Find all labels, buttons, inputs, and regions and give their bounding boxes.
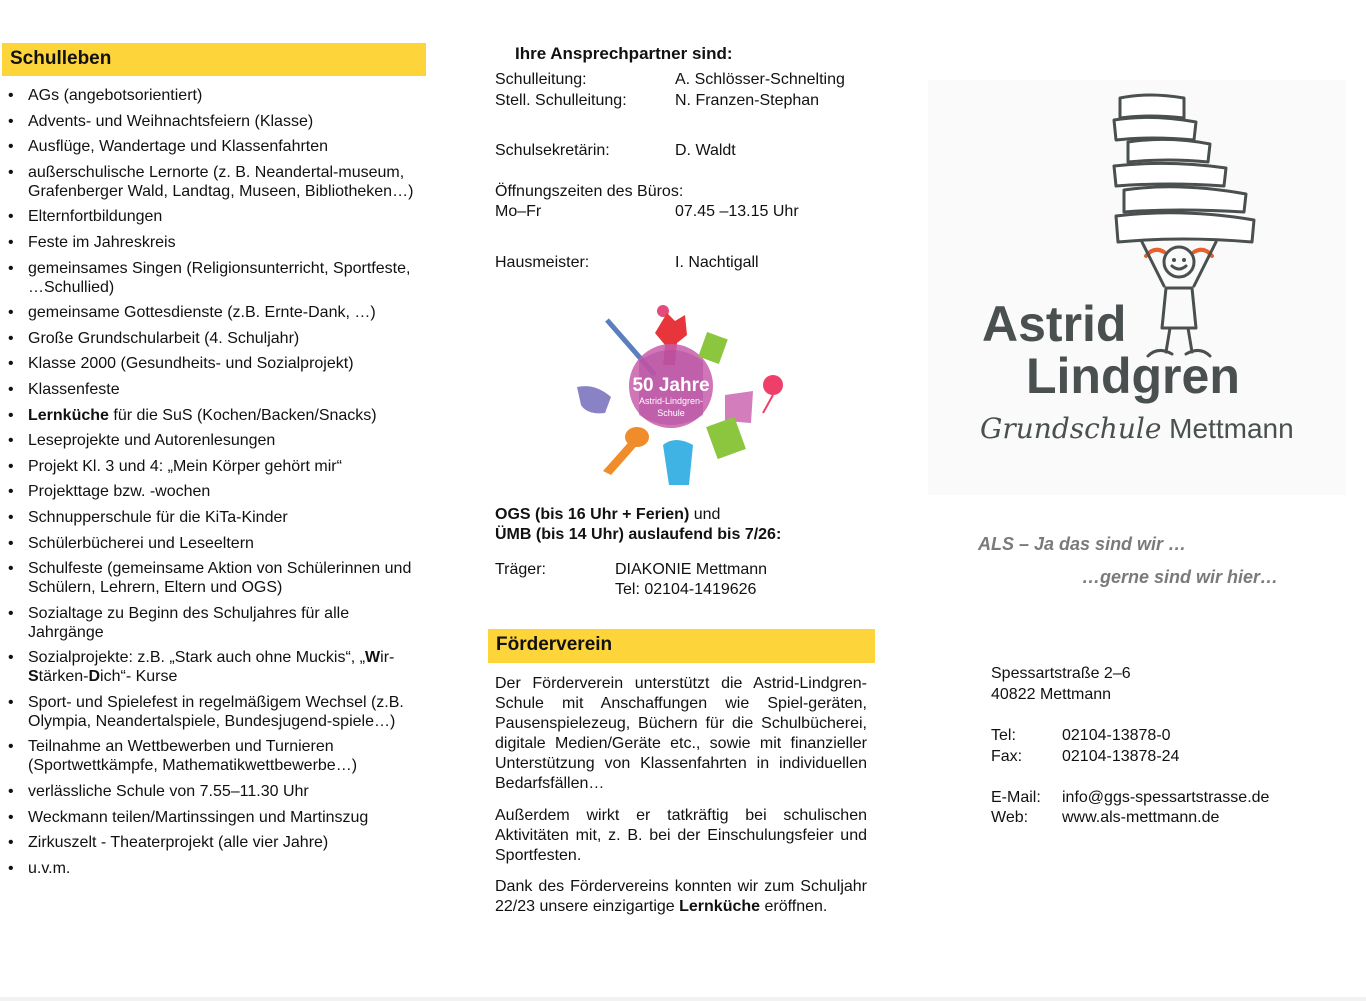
logo-city: Mettmann xyxy=(1169,413,1294,444)
foerder-p3-bold: Lernküche xyxy=(679,898,761,915)
traeger-label: Träger: xyxy=(495,561,546,578)
logo-line-1: Astrid xyxy=(982,296,1127,352)
ogs-bold2: ÜMB (bis 14 Uhr) auslaufend bis 7/26: xyxy=(495,526,782,543)
bottom-edge xyxy=(0,997,1366,1001)
sekretaerin-name: D. Waldt xyxy=(675,142,736,159)
ogs-bold1: OGS (bis 16 Uhr + Ferien) xyxy=(495,506,690,523)
list-item: • verlässliche Schule von 7.55–11.30 Uhr xyxy=(8,782,418,801)
list-item: • Feste im Jahreskreis xyxy=(8,233,418,252)
email-link[interactable]: info@ggs-spessartstrasse.de xyxy=(1062,789,1270,806)
city: 40822 Mettmann xyxy=(991,686,1112,703)
foerder-paragraph-3 xyxy=(495,877,867,917)
hours-time: 07.45 –13.15 Uhr xyxy=(675,203,799,220)
slogan-1: ALS – Ja das sind wir … xyxy=(978,534,1187,554)
contacts-block xyxy=(495,70,895,290)
list-item: • u.v.m. xyxy=(8,859,418,878)
list-item: • Projekt Kl. 3 und 4: „Mein Körper gehört mir“ xyxy=(8,457,418,476)
list-item-sozialprojekte xyxy=(8,648,418,686)
school-logo xyxy=(928,80,1346,495)
ogs-block xyxy=(495,505,885,545)
board-icon xyxy=(706,417,746,459)
wsd-ir: ir- xyxy=(380,649,395,667)
jubilee-small2: Schule xyxy=(657,408,685,418)
stell-label: Stell. Schulleitung: xyxy=(495,92,627,109)
lernkueche-text: für die SuS (Kochen/Backen/Snacks) xyxy=(108,406,377,424)
hausmeister-label: Hausmeister: xyxy=(495,254,590,271)
jubilee-logo xyxy=(575,295,790,495)
schulleben-heading: Schulleben xyxy=(2,43,426,76)
wsd-ich: ich xyxy=(100,668,121,686)
jubilee-big: 50 Jahre xyxy=(632,375,710,396)
wsd-d: D xyxy=(88,668,101,686)
foerder-p3-end: eröffnen. xyxy=(760,898,828,915)
list-item: • Projekttage bzw. -wochen xyxy=(8,482,418,501)
sozialprojekte-text: Sozialprojekte: z.B. „Stark auch ohne Muckis“, „ xyxy=(28,649,366,667)
logo-script: Grundschule xyxy=(980,412,1162,445)
hours-title: Öffnungszeiten des Büros: xyxy=(495,183,684,200)
list-item: • AGs (angebotsorientiert) xyxy=(8,86,418,105)
slogan-2: …gerne sind wir hier… xyxy=(1082,567,1279,587)
list-item: • Teilnahme an Wettbewerben und Turnieren (Sportwettkämpfe, Mathematikwettbewerbe…) xyxy=(8,737,418,775)
list-item: • Advents- und Weihnachtsfeiern (Klasse) xyxy=(8,112,418,131)
logo-line-2: Lindgren xyxy=(1026,348,1240,404)
list-item: • außerschulische Lernorte (z. B. Neandertal-museum, Grafenberger Wald, Landtag, Museen, Bibliotheken…) xyxy=(8,163,418,201)
list-item: • Sport- und Spielefest in regelmäßigem Wechsel (z.B. Olympia, Neandertalspiele, Bundesjugend-spiele…) xyxy=(8,693,418,731)
web-link[interactable]: www.als-mettmann.de xyxy=(1062,809,1220,826)
list-item: • Leseprojekte und Autorenlesungen xyxy=(8,431,418,450)
list-item: • Große Grundschularbeit (4. Schuljahr) xyxy=(8,329,418,348)
tel-value: 02104-13878-0 xyxy=(1062,727,1171,744)
wsd-w: W xyxy=(365,649,381,667)
list-item: • Schülerbücherei und Leseeltern xyxy=(8,534,418,553)
jubilee-small1: Astrid-Lindgren- xyxy=(638,396,704,406)
list-item: • Sozialtage zu Beginn des Schuljahres für alle Jahrgänge xyxy=(8,604,418,642)
hausmeister-name: I. Nachtigall xyxy=(675,254,759,271)
list-item: • Schnupperschule für die KiTa-Kinder xyxy=(8,508,418,527)
list-item: • Ausflüge, Wandertage und Klassenfahrten xyxy=(8,137,418,156)
schulleitung-label: Schulleitung: xyxy=(495,71,587,88)
list-item: • gemeinsames Singen (Religionsunterricht, Sportfeste, …Schullied) xyxy=(8,259,418,297)
ogs-normal: und xyxy=(689,506,721,523)
list-item: • Elternfortbildungen xyxy=(8,207,418,226)
web-label: Web: xyxy=(991,809,1029,826)
logo-line-3 xyxy=(980,412,1294,445)
foerder-paragraph-2: Außerdem wirkt er tatkräftig bei schulischen Aktivitäten mit, z. B. bei der Einschulungsfeier und Sportfesten. xyxy=(495,807,867,864)
list-item: • Weckmann teilen/Martinssingen und Martinszug xyxy=(8,808,418,827)
schulleitung-name: A. Schlösser-Schnelting xyxy=(675,71,845,88)
list-item-lernkueche xyxy=(8,406,418,425)
lernkueche-bold: Lernküche xyxy=(28,406,109,424)
traeger-tel: Tel: 02104-1419626 xyxy=(615,581,757,598)
fax-label: Fax: xyxy=(991,748,1023,765)
shoe-icon xyxy=(577,386,611,413)
foerderverein-heading: Förderverein xyxy=(488,629,875,663)
fax-value: 02104-13878-24 xyxy=(1062,748,1180,765)
sekretaerin-label: Schulsekretärin: xyxy=(495,142,610,159)
balloon-icon xyxy=(763,375,783,395)
schulleben-list xyxy=(8,86,418,884)
wsd-s: S xyxy=(28,668,39,686)
list-item: • Klasse 2000 (Gesundheits- und Sozialprojekt) xyxy=(8,354,418,373)
hours-days: Mo–Fr xyxy=(495,203,542,220)
list-item: • Klassenfeste xyxy=(8,380,418,399)
tel-label: Tel: xyxy=(991,727,1016,744)
traeger-block xyxy=(495,560,885,602)
traeger-name: DIAKONIE Mettmann xyxy=(615,561,768,578)
list-item: • gemeinsame Gottesdienste (z.B. Ernte-Dank, …) xyxy=(8,303,418,322)
boy-icon xyxy=(663,440,693,485)
list-item: • Zirkuszelt - Theaterprojekt (alle vier Jahre) xyxy=(8,833,418,852)
wsd-kurse: “- Kurse xyxy=(120,668,178,686)
street: Spessartstraße 2–6 xyxy=(991,665,1131,682)
foerder-p3-text: Dank des Fördervereins konnten wir zum Schuljahr 22/23 unsere einzigartige xyxy=(495,878,867,915)
wsd-taerken: tärken- xyxy=(38,668,89,686)
foerder-paragraph-1: Der Förderverein unterstützt die Astrid-Lindgren-Schule mit Anschaffungen wie Spiel-geräten, Pausenspielezeug, Büchern für die Schulbücherei, digitale Medien/Geräte etc., sowie mit finanzieller Unterstützung von Klassenfahrten in individuellen Bedarfsfällen… xyxy=(495,675,867,792)
list-item: • Schulfeste (gemeinsame Aktion von Schülerinnen und Schülern, Lehrern, Eltern und OGS) xyxy=(8,559,418,597)
contacts-heading: Ihre Ansprechpartner sind: xyxy=(515,44,733,63)
address-block xyxy=(991,664,1321,834)
stell-name: N. Franzen-Stephan xyxy=(675,92,820,109)
email-label: E-Mail: xyxy=(991,789,1041,806)
